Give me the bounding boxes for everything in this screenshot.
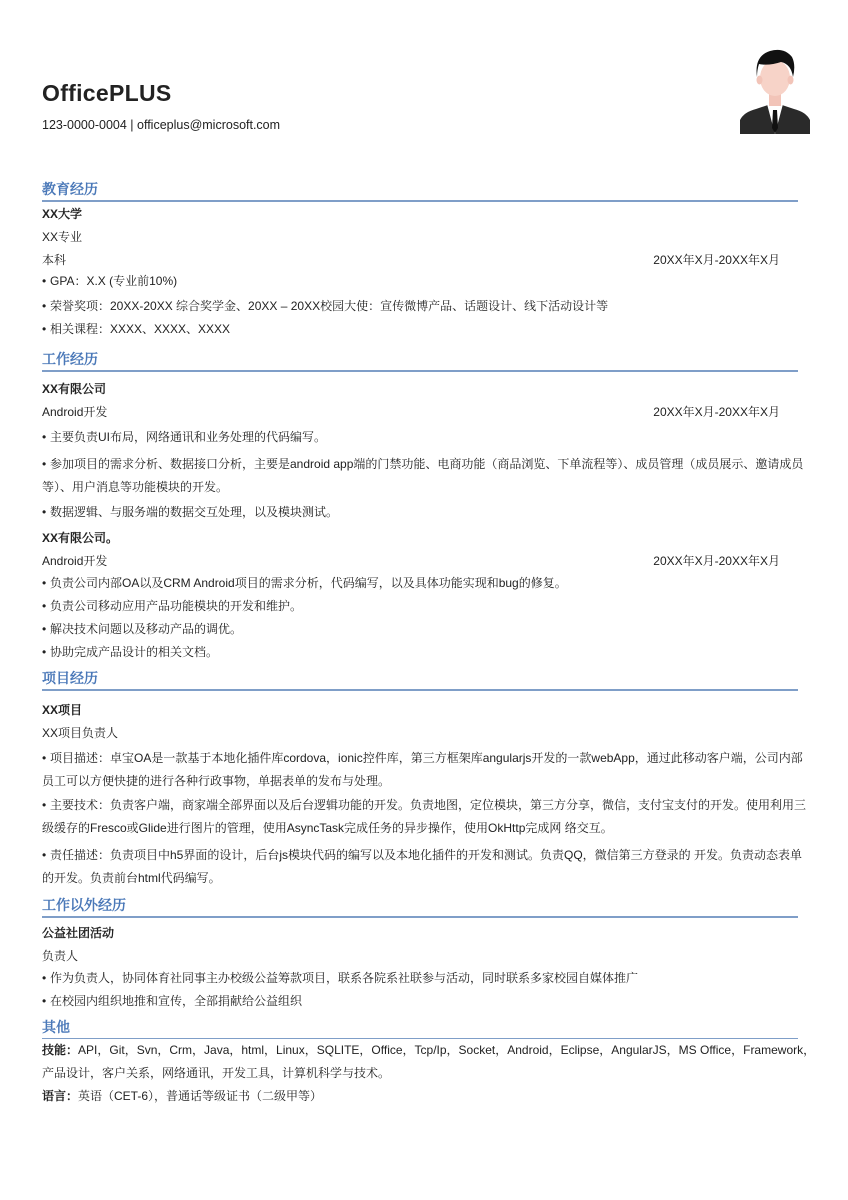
list-item: • 相关课程：XXXX、XXXX、XXXX — [42, 322, 231, 336]
section-divider — [42, 370, 798, 372]
section-title-project: 项目经历 — [42, 670, 98, 686]
list-item: • 解决技术问题以及移动产品的调优。 — [42, 622, 243, 636]
list-item: • 协助完成产品设计的相关文档。 — [42, 645, 219, 659]
list-item: • 责任描述：负责项目中h5界面的设计，后台js模块代码的编写以及本地化插件的开发和测试。负责QQ，微信第三方登录的 开发。负责动态表单的开发。负责前台html代码编写。 — [42, 848, 803, 885]
language-line: 语言：英语（CET-6），普通话等级证书（二级甲等） — [42, 1089, 323, 1103]
education-date: 20XX年X月-20XX年X月 — [653, 253, 780, 267]
section-project — [42, 667, 798, 691]
list-item: • 负责公司移动应用产品功能模块的开发和维护。 — [42, 599, 303, 613]
project-role: XX项目负责人 — [42, 726, 119, 740]
list-item: • 作为负责人，协同体育社同事主办校级公益筹款项目，联系各院系社联参与活动，同时联系多家校园自媒体推广 — [42, 971, 639, 985]
list-item: • GPA：X.X (专业前10%) — [42, 274, 178, 288]
list-item: • 参加项目的需求分析、数据接口分析，主要是android app端的门禁功能、电商功能（商品浏览、下单流程等）、成员管理（成员展示、邀请成员等）、用户消息等功能模块的开发。 — [42, 457, 804, 494]
section-divider — [42, 689, 798, 691]
section-title-work: 工作经历 — [42, 351, 98, 367]
job-role: Android开发 — [42, 405, 108, 419]
list-item: • 主要负责UI布局，网络通讯和业务处理的代码编写。 — [42, 430, 327, 444]
list-item: • 荣誉奖项：20XX-20XX 综合奖学金、20XX – 20XX校园大使：宣传微博产品、话题设计、线下活动设计等 — [42, 299, 609, 313]
degree: 本科 — [42, 253, 67, 267]
job-role: Android开发 — [42, 554, 108, 568]
skills-line-continued: 产品设计，客户关系，网络通讯，开发工具，计算机科学与技术。 — [42, 1066, 391, 1080]
section-education — [42, 178, 798, 202]
section-other-experience — [42, 894, 798, 918]
section-work — [42, 348, 798, 372]
list-item: • 在校园内组织地推和宣传，全部捐献给公益组织 — [42, 994, 303, 1008]
list-item: • 主要技术：负责客户端，商家端全部界面以及后台逻辑功能的开发。负责地图，定位模块，第三方分享，微信，支付宝支付的开发。使用利用三级缓存的Fresco或Glide进行图片的管理，使用AsyncTask完成任务的异步操作，使用OkHttp完成网 络交互。 — [42, 798, 807, 835]
skills-line: 技能：API，Git，Svn，Crm，Java，html，Linux，SQLITE，Office，Tcp/Ip，Socket，Android，Eclipse，AngularJS，MS Office，Framework， — [42, 1043, 816, 1057]
section-divider — [42, 1038, 798, 1039]
contact-info: 123-0000-0004 | officeplus@microsoft.com — [42, 118, 281, 132]
list-item: • 项目描述：卓宝OA是一款基于本地化插件库cordova，ionic控件库，第三方框架库angularjs开发的一款webApp，通过此移动客户端，公司内部员工可以方便快捷的进行各种行政事物，单据表单的发布与处理。 — [42, 751, 803, 788]
section-title-other-experience: 工作以外经历 — [42, 897, 126, 913]
company-name: XX有限公司 — [42, 382, 107, 396]
job-date: 20XX年X月-20XX年X月 — [653, 405, 780, 419]
section-title-education: 教育经历 — [42, 181, 98, 197]
company-name: XX有限公司。 — [42, 531, 119, 545]
male-avatar-icon — [740, 44, 810, 134]
list-item: • 数据逻辑、与服务端的数据交互处理，以及模块测试。 — [42, 505, 339, 519]
resume-name: OfficePLUS — [42, 80, 172, 106]
list-item: • 负责公司内部OA以及CRM Android项目的需求分析，代码编写，以及具体功能实现和bug的修复。 — [42, 576, 567, 590]
section-divider — [42, 916, 798, 918]
section-misc — [42, 1016, 798, 1039]
school-name: XX大学 — [42, 207, 83, 221]
section-divider — [42, 200, 798, 202]
project-name: XX项目 — [42, 703, 83, 717]
activity-role: 负责人 — [42, 949, 79, 963]
section-title-misc: 其他 — [42, 1019, 70, 1035]
major: XX专业 — [42, 230, 83, 244]
job-date: 20XX年X月-20XX年X月 — [653, 554, 780, 568]
activity-name: 公益社团活动 — [42, 926, 115, 940]
